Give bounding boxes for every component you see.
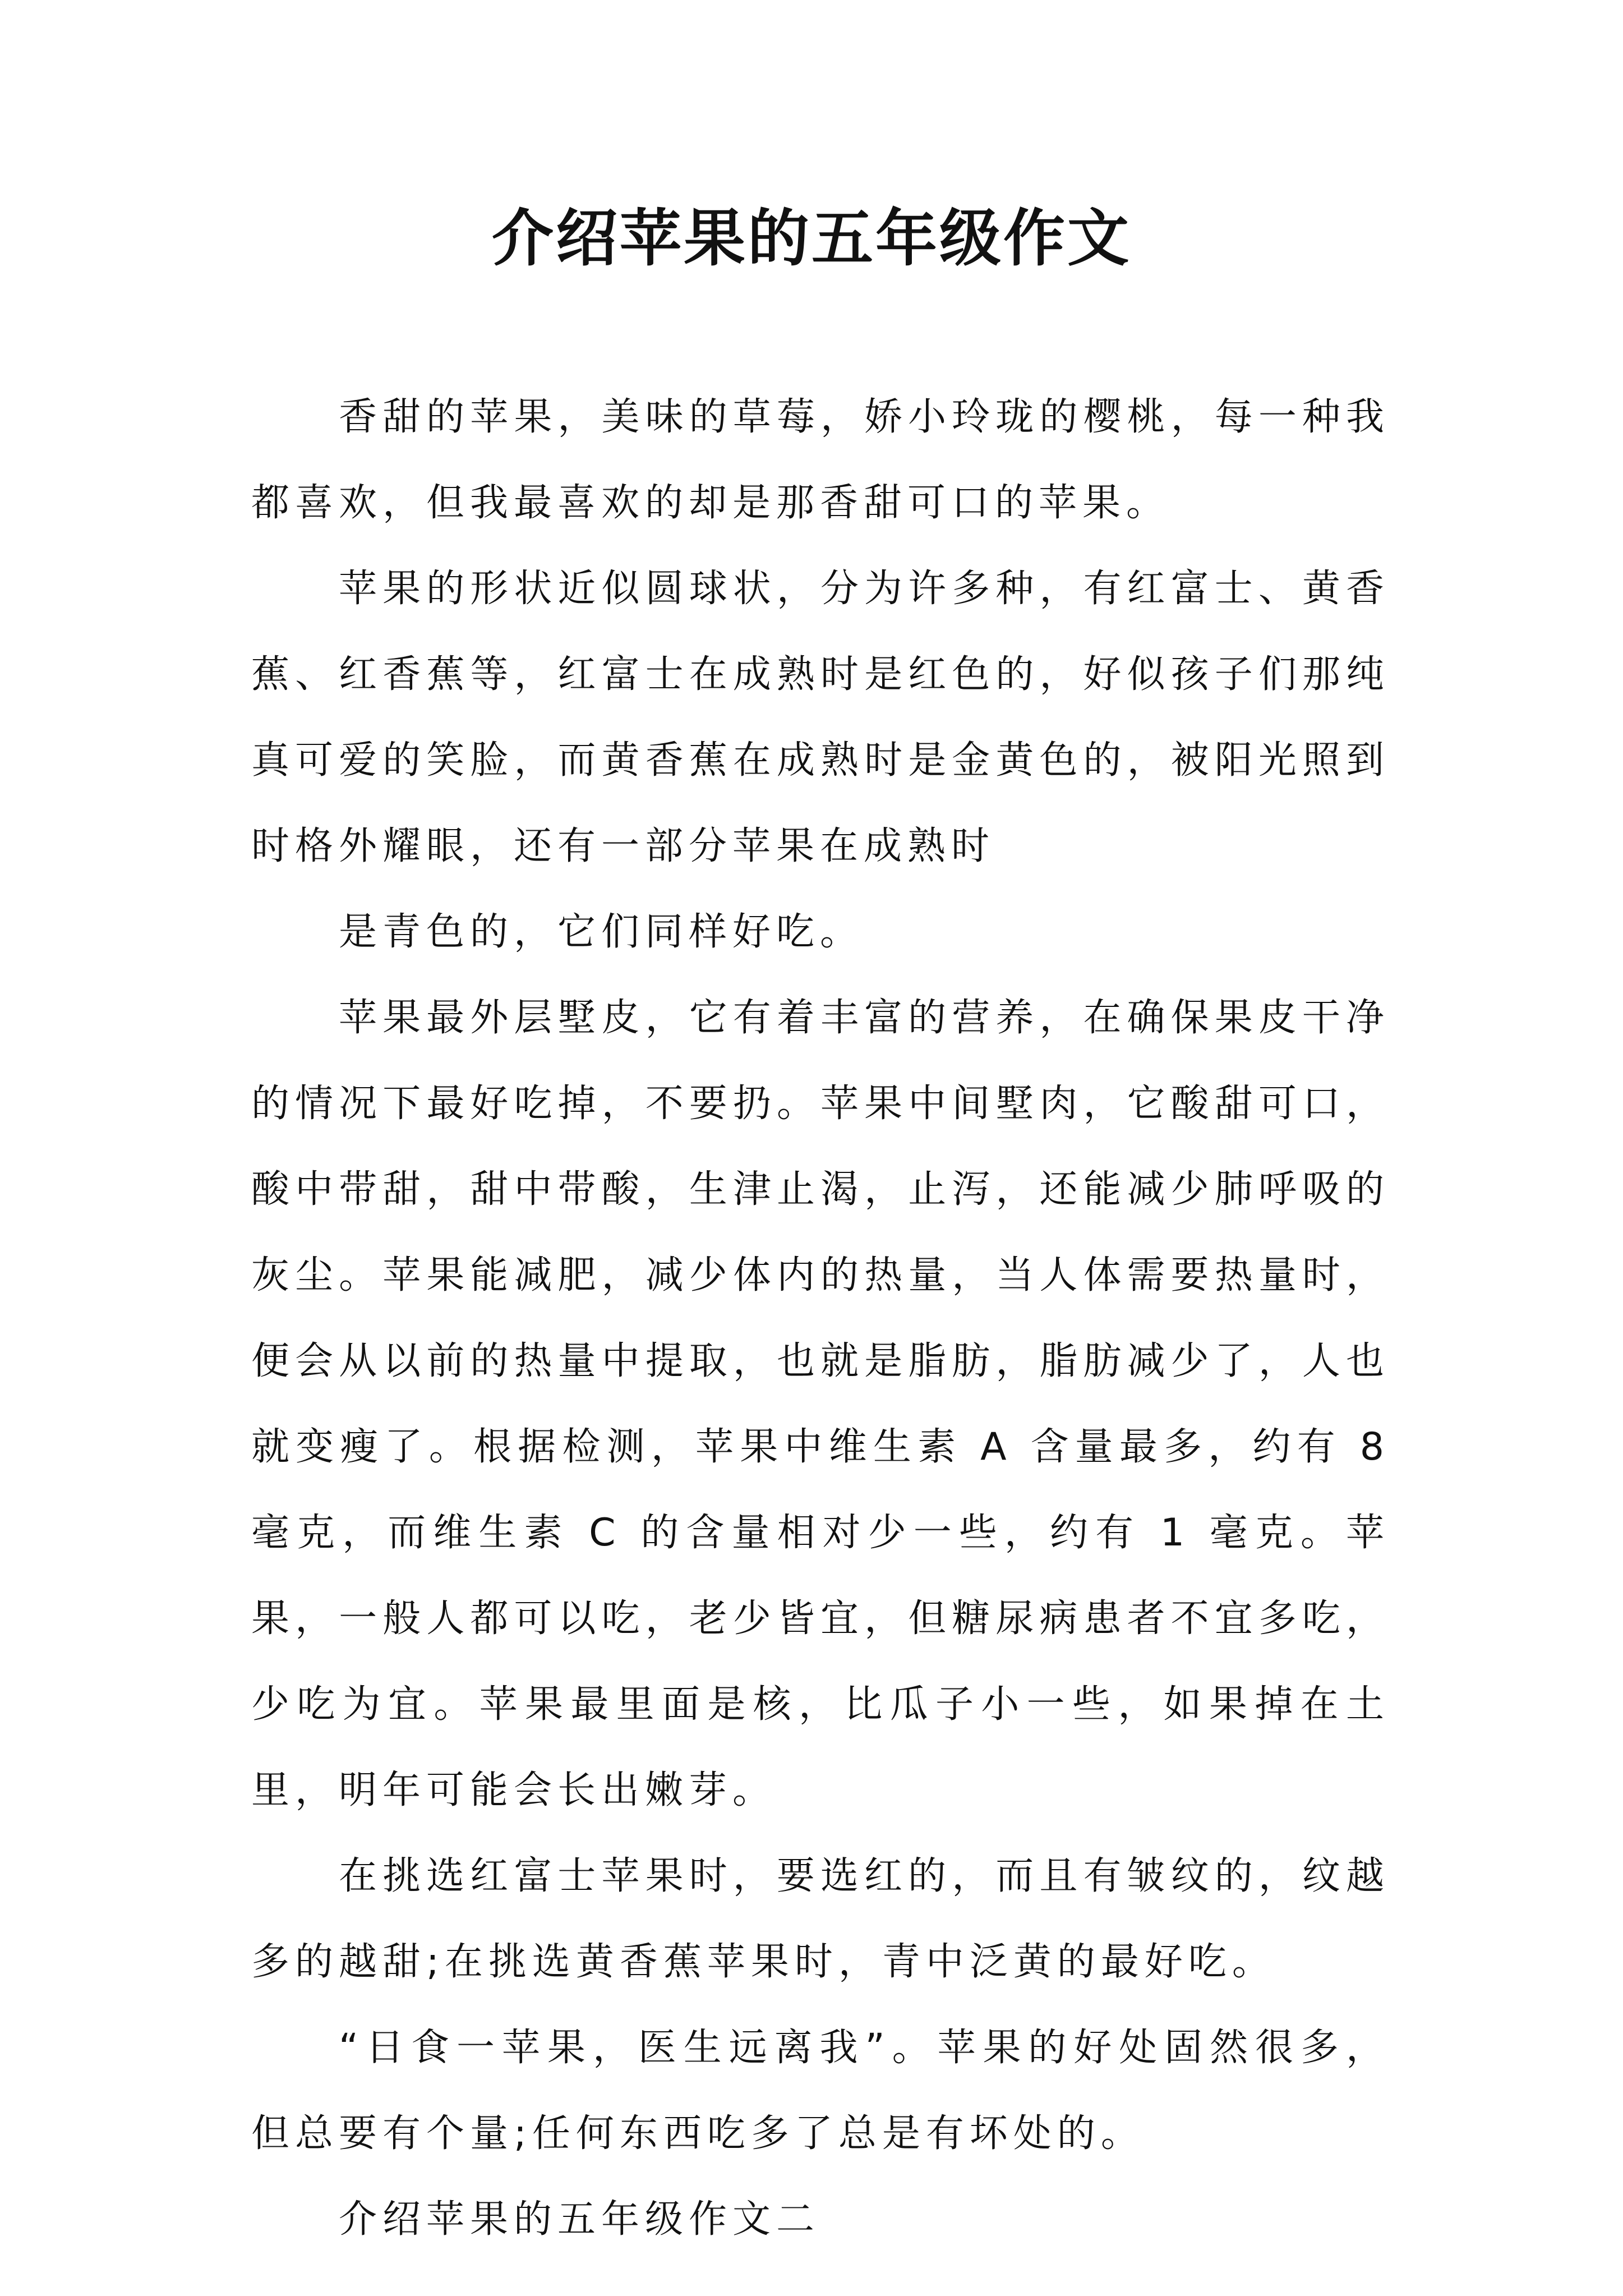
paragraph-nutrition: 苹果最外层墅皮，它有着丰富的营养，在确保果皮干净的情况下最好吃掉，不要扔。苹果中间墅肉，它酸甜可口，酸中带甜，甜中带酸，生津止渴，止泻，还能减少肺呼吸的灰尘。苹果能减肥，减少体内的热量，当人体需要热量时，便会从以前的热量中提取，也就是脂肪，脂肪减少了，人也就变瘦了。根据检测，苹果中维生素 A 含量最多，约有 8 毫克，而维生素 C 的含量相对少一些，约有 1 毫克。苹果，一般人都可以吃，老少皆宜，但糖尿病患者不宜多吃，少吃为宜。苹果最里面是核，比瓜子小一些，如果掉在土里，明年可能会长出嫩芽。 <box>251 996 1390 1812</box>
paragraph-conclusion: “日食一苹果，医生远离我”。苹果的好处固然很多，但总要有个量;任何东西吃多了总是有坏处的。 <box>251 2026 1390 2156</box>
paragraph-intro: 香甜的苹果，美味的草莓，娇小玲珑的樱桃，每一种我都喜欢，但我最喜欢的却是那香甜可口的苹果。 <box>251 395 1390 525</box>
paragraph-green: 是青色的，它们同样好吃。 <box>339 910 864 954</box>
document-title: 介绍苹果的五年级作文 <box>492 202 1131 274</box>
paragraph-selection: 在挑选红富士苹果时，要选红的，而且有皱纹的，纹越多的越甜;在挑选黄香蕉苹果时，青中泛黄的最好吃。 <box>251 1854 1390 1984</box>
paragraph-next-title: 介绍苹果的五年级作文二 <box>339 2197 820 2242</box>
paragraph-shape: 苹果的形状近似圆球状，分为许多种，有红富士、黄香蕉、红香蕉等，红富士在成熟时是红色的，好似孩子们那纯真可爱的笑脸，而黄香蕉在成熟时是金黄色的，被阳光照到时格外耀眼，还有一部分苹果在成熟时 <box>251 567 1390 868</box>
document-body <box>251 374 1390 2262</box>
